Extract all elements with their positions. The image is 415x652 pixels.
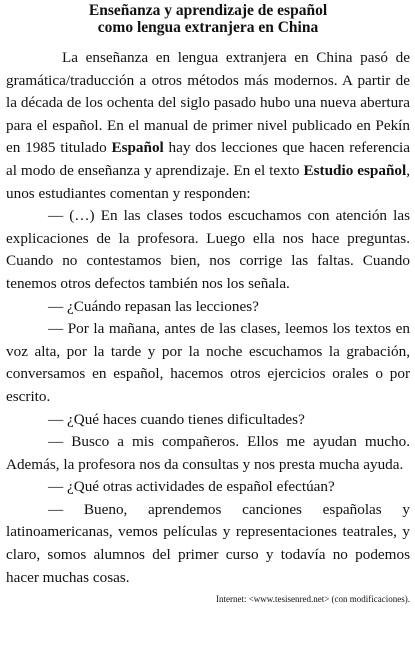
dialogue-line-5: — Busco a mis compañeros. Ellos me ayudan mucho. Además, la profesora nos da consultas y nos presta mucha ayuda.: [6, 433, 410, 473]
dialogue-line-1: — (…) En las clases todos escuchamos con atención las explicaciones de la profesora. Luego ella nos hace preguntas. Cuando no contestamos bien, nos corrige las faltas. Cuando tenemos otros defectos también nos los señala.: [6, 207, 410, 292]
source-citation: Internet: <www.tesisenred.net> (con modificaciones).: [215, 594, 410, 605]
dialogue-line-2: — ¿Cuándo repasan las lecciones?: [48, 297, 259, 315]
book-title-estudio-espanol: Estudio español: [303, 161, 407, 179]
intro-text-1: La enseñanza en lengua extranjera en China pasó de gramática/traducción a otros métodos más modernos. A partir de la década de los ochenta del siglo pasado hubo una nueva abertura para el español. En el manual de primer nivel publicado en Pekín en 1985 titulado: [6, 49, 410, 157]
intro-text-2: hay dos lecciones que hacen referencia al modo de enseñanza y aprendizaje. En el texto: [6, 139, 410, 179]
document-title: [6, 2, 410, 36]
dialogue-line-3: — Por la mañana, antes de las clases, leemos los textos en voz alta, por la tarde y por la noche escuchamos la grabación, conversamos en español, hacemos otros ejercicios orales o por escrito.: [6, 320, 410, 405]
book-title-espanol: Español: [111, 139, 164, 157]
intro-paragraph: [6, 47, 410, 205]
dialogue-line-6: — ¿Qué otras actividades de español efectúan?: [48, 478, 335, 496]
document-page: [6, 2, 410, 605]
dialogue-line-7: — Bueno, aprendemos canciones españolas y latinoamericanas, vemos películas y representaciones teatrales, y claro, somos alumnos del primer curso y todavía no podemos hacer muchas cosas.: [6, 500, 410, 586]
title-line-2: como lengua extranjera en China: [97, 19, 319, 36]
intro-text-3: , unos estudiantes comentan y responden:: [6, 161, 410, 202]
dialogue-line-4: — ¿Qué haces cuando tienes dificultades?: [48, 410, 305, 428]
title-line-1: Enseñanza y aprendizaje de español: [88, 2, 328, 19]
article-body: [6, 47, 410, 589]
